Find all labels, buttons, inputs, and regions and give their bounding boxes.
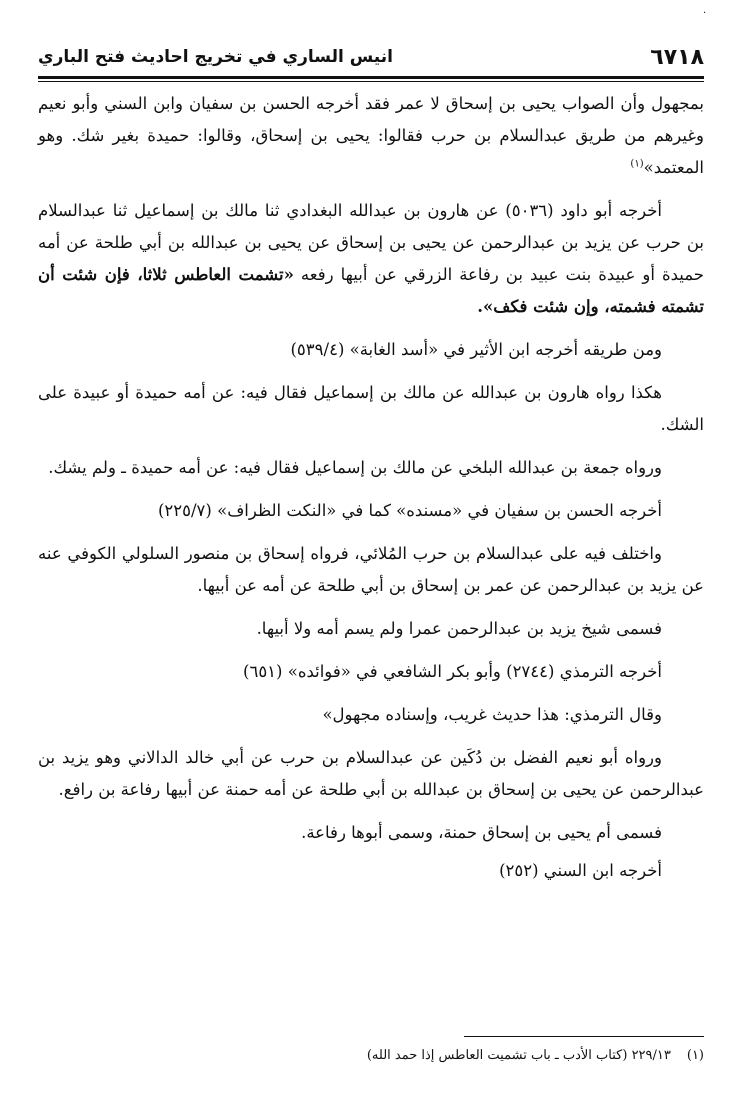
header-rule-thin [38,81,704,82]
footnote-number: (١) [686,1048,704,1063]
header-rule-thick [38,76,704,79]
corner-mark: · [703,8,707,19]
paragraph-4: هكذا رواه هارون بن عبدالله عن مالك بن إسماعيل فقال فيه: عن أمه حميدة أو عبيدة على الشك. [38,383,704,434]
footnote [38,1046,704,1066]
paragraph-3: ومن طريقه أخرجه ابن الأثير في «أسد الغابة» (٥٣٩/٤) [290,340,662,359]
paragraph-12: فسمى أم يحيى بن إسحاق حمنة، وسمى أبوها رفاعة. [301,823,662,842]
paragraph-10: وقال الترمذي: هذا حديث غريب، وإسناده مجهول» [322,705,662,724]
paragraph-13: أخرجه ابن السني (٢٥٢) [499,861,662,880]
footnote-rule [464,1036,704,1037]
paragraph-9: أخرجه الترمذي (٢٧٤٤) وأبو بكر الشافعي في «فوائده» (٦٥١) [243,662,662,681]
paragraph-7: واختلف فيه على عبدالسلام بن حرب المُلائي، فرواه إسحاق بن منصور السلولي الكوفي عنه عن يزيد بن عبدالرحمن عن عمر بن إسحاق بن أبي طلحة عن أمه عن أبيها. [38,544,704,595]
running-title: انيس الساري في تخريج احاديث فتح الباري [38,47,393,67]
hadith-text: «تشمت العاطس ثلاثا، فإن شئت أن تشمته فشمته، وإن شئت فكف». [38,265,704,316]
page-header [38,40,704,74]
paragraph-5: ورواه جمعة بن عبدالله البلخي عن مالك بن إسماعيل فقال فيه: عن أمه حميدة ـ ولم يشك. [48,458,662,477]
footnote-ref: (١) [630,158,644,170]
paragraph-11: ورواه أبو نعيم الفضل بن دُكَين عن عبدالسلام بن حرب عن أبي خالد الدالاني وهو يزيد بن عبدالرحمن عن يحيى بن إسحاق بن عبدالله بن أبي طلحة عن أمه حمنة عن أبيها رفاعة بن رافع. [38,748,704,799]
main-text [38,88,704,898]
paragraph-8: فسمى شيخ يزيد بن عبدالرحمن عمرا ولم يسم أمه ولا أبيها. [256,619,662,638]
footnote-text: ٢٢٩/١٣ (كتاب الأدب ـ باب تشميت العاطس إذا حمد الله) [366,1048,671,1063]
paragraph-1: بمجهول وأن الصواب يحيى بن إسحاق لا عمر فقد أخرجه الحسن بن سفيان وابن السني وأبو نعيم وغيرهم من طريق عبدالسلام بن حرب فقالوا: يحيى بن إسحاق، وقالوا: حميدة بغير شك. وهو المعتمد»$^{(١)}$ [38,94,704,177]
page-number: ٦٧١٨ [650,44,704,70]
paragraph-6: أخرجه الحسن بن سفيان في «مسنده» كما في «النكت الظراف» (٢٢٥/٧) [157,501,662,520]
paragraph-2: أخرجه أبو داود (٥٠٣٦) عن هارون بن عبدالله البغدادي ثنا مالك بن إسماعيل ثنا عبدالسلام بن حرب عن يزيد بن عبدالرحمن عن يحيى بن إسحاق عن يحيى بن عبدالله بن أبي طلحة عن أمه حميدة أو عبيدة بنت عبيد بن رفاعة الزرقي عن أبيها رفعه «تشمت العاطس ثلاثا، فإن شئت أن تشمته فشمته، وإن شئت فكف». [38,201,705,316]
